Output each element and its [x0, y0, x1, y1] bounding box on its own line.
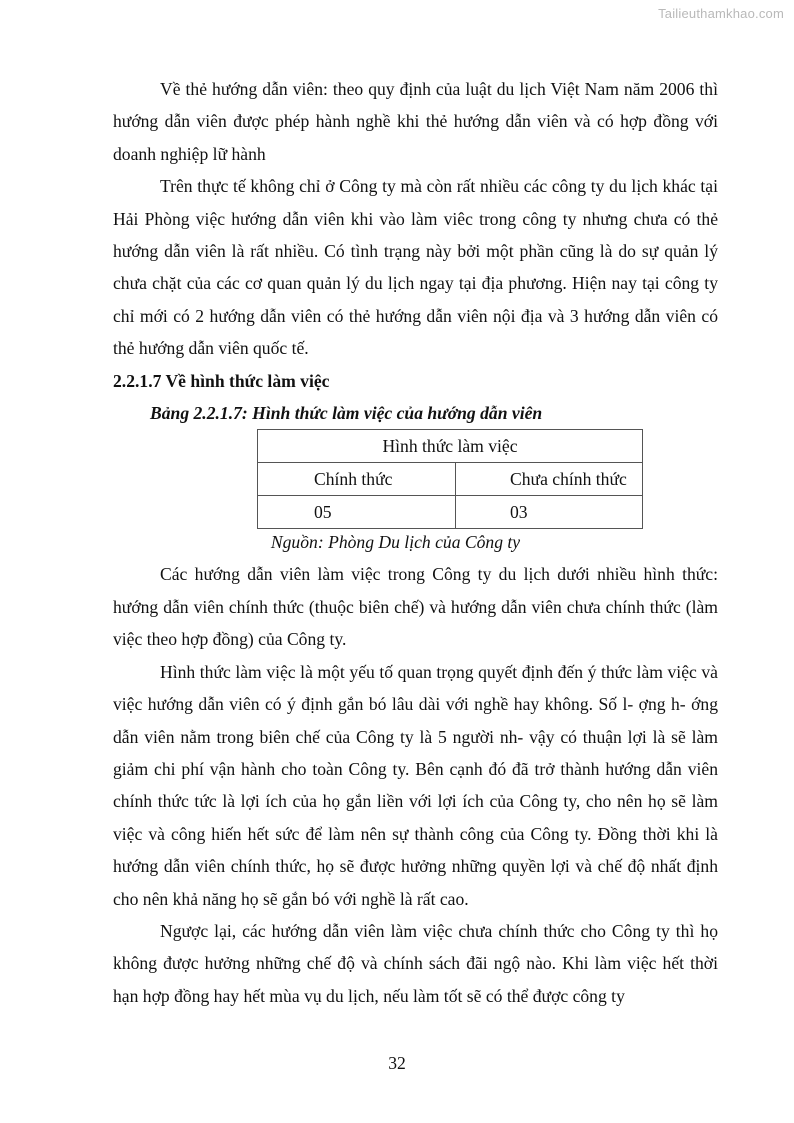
- column-header-official: Chính thức: [258, 463, 456, 496]
- paragraph-work-forms: Các hướng dẫn viên làm việc trong Công ty du lịch dưới nhiều hình thức: hướng dẫn viên chính thức (thuộc biên chế) và hướng dẫn viên chưa chính thức (làm việc theo hợp đồng) của Công ty.: [113, 564, 718, 650]
- watermark: Tailieuthamkhao.com: [658, 6, 784, 21]
- cell-official-count: 05: [258, 496, 456, 529]
- table-header-cell: Hình thức làm việc: [258, 430, 643, 463]
- paragraph-guide-card-law: Về thẻ hướng dẫn viên: theo quy định của luật du lịch Việt Nam năm 2006 thì hướng dẫn viên được phép hành nghề khi thẻ hướng dẫn viên và có hợp đồng với doanh nghiệp lữ hành: [113, 79, 718, 164]
- paragraph-unofficial-guides: Ngược lại, các hướng dẫn viên làm việc chưa chính thức cho Công ty thì họ không được hưởng những chế độ và chính sách đãi ngộ nào. Khi làm việc hết thời hạn hợp đồng hay hết mùa vụ du lịch, nếu làm tốt sẽ có thể được công ty: [113, 920, 718, 1006]
- section-heading: 2.2.1.7 Về hình thức làm việc: [113, 370, 330, 391]
- table-caption: Bảng 2.2.1.7: Hình thức làm việc của hướng dẫn viên: [150, 403, 543, 424]
- table-column-row: [258, 463, 643, 496]
- paragraph-guide-card-reality: Trên thực tế không chỉ ở Công ty mà còn rất nhiều các công ty du lịch khác tại Hải Phòng việc hướng dẫn viên khi vào làm viêc trong công ty nhưng chưa có thẻ hướng dẫn viên là rất nhiều. Có tình trạng này bởi một phần cũng là do sự quản lý chưa chặt của các cơ quan quản lý du lịch ngay tại địa phương. Hiện nay tại công ty chỉ mới có 2 hướng dẫn viên có thẻ hướng dẫn viên nội địa và 3 hướng dẫn viên có thẻ hướng dẫn viên quốc tế.: [113, 176, 718, 359]
- table-row: [258, 496, 643, 529]
- cell-unofficial-count: 03: [456, 496, 643, 529]
- table-header-row: [258, 430, 643, 463]
- paragraph-official-benefits: Hình thức làm việc là một yếu tố quan trọng quyết định đến ý thức làm việc và việc hướng dẫn viên có ý định gắn bó lâu dài với nghề hay không. Số l- ợng h- ớng dẫn viên nằm trong biên chế của Công ty là 5 người nh- vậy có thuận lợi là sẽ làm giảm chi phí vận hành cho toàn Công ty. Bên cạnh đó đã trở thành hướng dẫn viên chính thức tức là lợi ích của họ gắn liền với lợi ích của Công ty, cho nên họ sẽ làm việc và công hiến hết sức để làm nên sự thành công của Công ty. Đồng thời khi là hướng dẫn viên chính thức, họ sẽ được hưởng những quyền lợi và chế độ nhất định cho nên khả năng họ sẽ gắn bó với nghề là rất cao.: [113, 661, 718, 909]
- document-page: [113, 73, 718, 1012]
- column-header-unofficial: Chưa chính thức: [456, 463, 643, 496]
- page-number: 32: [388, 1053, 406, 1073]
- table-source: Nguồn: Phòng Du lịch của Công ty: [270, 532, 521, 553]
- work-form-table: [257, 429, 643, 529]
